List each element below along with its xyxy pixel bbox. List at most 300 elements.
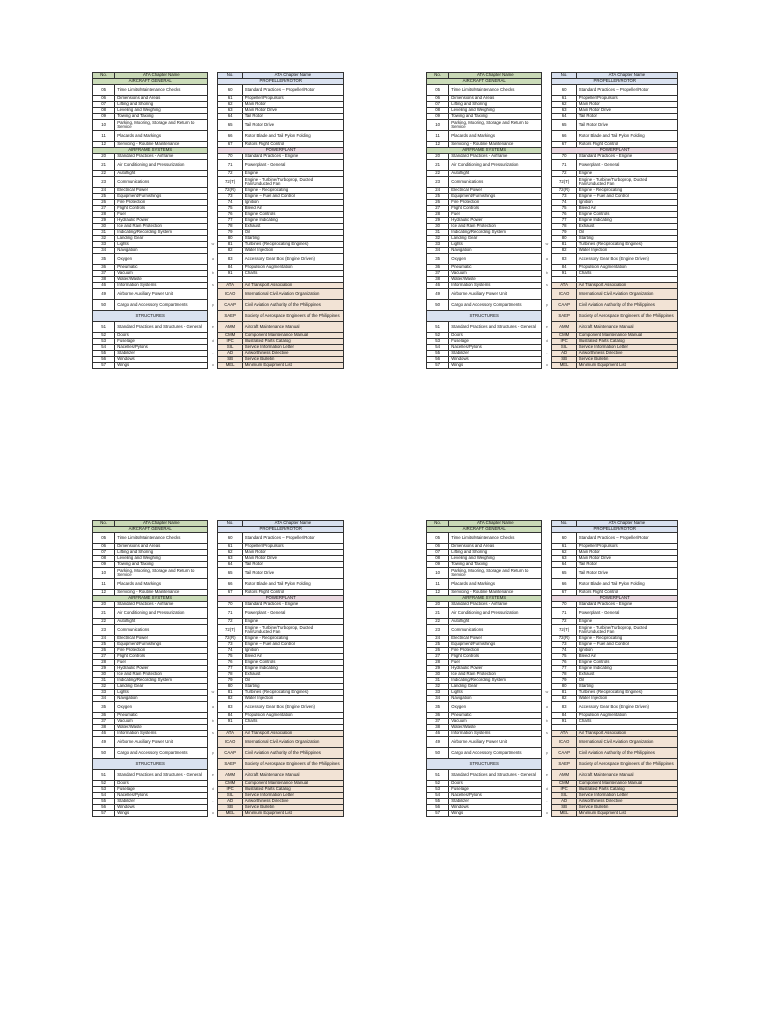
chapter-number: AMM (218, 770, 242, 781)
chapter-number: 31 (427, 230, 449, 236)
chapter-number: 26 (427, 648, 449, 654)
chapter-number: 82 (552, 696, 576, 702)
chapter-name: Water Injection (242, 248, 343, 254)
ata-card-3 (92, 520, 344, 817)
chapter-number: SIL (552, 793, 576, 799)
chapter-name: Information Systems (115, 731, 208, 737)
chapter-name: Engine – Fuel and Control (242, 642, 343, 648)
chapter-name: Lifting and Shoring (449, 102, 542, 108)
chapter-number: MEL (218, 811, 242, 817)
chapter-name: Nacelles/Pylons (449, 793, 542, 799)
table-row (93, 811, 344, 817)
chapter-number: 57 (427, 363, 449, 369)
chapter-name: Communications (449, 625, 542, 636)
chapter-number: 81 (218, 690, 242, 696)
chapter-number: 57 (93, 363, 115, 369)
chapter-name: Oil (242, 678, 343, 684)
middle-letter: e (211, 772, 214, 777)
chapter-name: Main Rotor (576, 550, 677, 556)
chapter-name: Engine Controls (576, 212, 677, 218)
chapter-name: Service Bulletin (242, 805, 343, 811)
middle-letter: e (545, 324, 548, 329)
chapter-number: 27 (93, 654, 115, 660)
chapter-number: 23 (93, 177, 115, 188)
middle-letter: d (545, 339, 548, 344)
chapter-name: Service Information Letter (576, 793, 677, 799)
middle-letter: p (211, 750, 214, 755)
chapter-name: Illustrated Parts Catalog (242, 787, 343, 793)
chapter-number: 63 (218, 108, 242, 114)
chapter-number: 21 (93, 160, 115, 171)
chapter-name: Oil (576, 230, 677, 236)
chapter-name: Air Conditioning and Pressurization (449, 608, 542, 619)
chapter-name: Stabilizer (449, 799, 542, 805)
middle-letter: e (211, 324, 214, 329)
chapter-number: 20 (427, 154, 449, 160)
chapter-number: 80 (218, 236, 242, 242)
chapter-number: 72(T) (218, 625, 242, 636)
chapter-name: Main Rotor (242, 102, 343, 108)
section-aircraft-general: AIRCRAFT GENERAL (93, 527, 208, 533)
chapter-name: Communications (449, 177, 542, 188)
chapter-name: Engine – Fuel and Control (576, 194, 677, 200)
middle-letter: d (545, 787, 548, 792)
chapter-name: Ice and Rain Protection (115, 672, 208, 678)
chapter-name: Information Systems (449, 283, 542, 289)
chapter-number: 33 (93, 242, 115, 248)
chapter-name: Ignition (576, 648, 677, 654)
chapter-number: 72 (218, 619, 242, 625)
chapter-name: Engine Indicating (242, 666, 343, 672)
col-name-header: ATA Chapter Name (449, 73, 542, 79)
chapter-name: Pneumatic (115, 265, 208, 271)
table-row (427, 160, 678, 171)
chapter-number: 91 (218, 271, 242, 277)
chapter-number: 66 (218, 131, 242, 142)
chapter-name: Nacelles/Pylons (115, 793, 208, 799)
chapter-name: Starting (576, 684, 677, 690)
chapter-name: Lights (115, 690, 208, 696)
chapter-number: 22 (427, 171, 449, 177)
chapter-name: Accessory Gear Box (Engine Driven) (242, 254, 343, 265)
chapter-number: 26 (93, 200, 115, 206)
chapter-number: 06 (93, 544, 115, 550)
chapter-number: 91 (552, 719, 576, 725)
chapter-number: 72(R) (552, 636, 576, 642)
chapter-name: Powerplant - General (242, 608, 343, 619)
chapter-number: 66 (218, 579, 242, 590)
chapter-name: Airworthiness Directive (576, 351, 677, 357)
chapter-name: Standard Practices - Engine (242, 602, 343, 608)
chapter-number: 06 (93, 96, 115, 102)
table-row (427, 568, 678, 579)
chapter-name: Windows (449, 805, 542, 811)
chapter-number: ICAO (218, 289, 242, 300)
middle-letter: b (211, 271, 214, 276)
chapter-name: Propeller/Propulsors (242, 544, 343, 550)
chapter-name: Equipment/Furnishings (449, 194, 542, 200)
chapter-number: 49 (427, 737, 449, 748)
chapter-number: 63 (552, 556, 576, 562)
chapter-name: Engine (576, 171, 677, 177)
chapter-number: 38 (93, 725, 115, 731)
chapter-name: Tail Rotor (576, 114, 677, 120)
chapter-name: Engine – Fuel and Control (576, 642, 677, 648)
chapter-name: Leveling and Weighing (449, 556, 542, 562)
chapter-number: 53 (427, 787, 449, 793)
chapter-number: 12 (93, 590, 115, 596)
section-airframe-systems: AIRFRAME SYSTEMS (427, 148, 542, 154)
chapter-number: CAAP (552, 300, 576, 311)
chapter-number: 11 (93, 579, 115, 590)
chapter-name: Windows (449, 357, 542, 363)
chapter-name: Parking, Mooring, Storage and Return to Service (115, 568, 208, 579)
chapter-name: Oxygen (115, 702, 208, 713)
chapter-name: Engine (242, 171, 343, 177)
chapter-name: Engine - Reciprocating (576, 188, 677, 194)
table-row (93, 85, 344, 96)
ata-chapter-table (426, 72, 678, 369)
chapter-name: Ignition (576, 200, 677, 206)
table-row (427, 737, 678, 748)
chapter-name: Information Systems (449, 731, 542, 737)
chapter-number: 37 (93, 719, 115, 725)
chapter-name: Tail Rotor (242, 562, 343, 568)
chapter-name: Standard Practices and Structures - General (115, 322, 208, 333)
chapter-number: 38 (427, 277, 449, 283)
chapter-number: 08 (93, 556, 115, 562)
chapter-name: Navigation (449, 696, 542, 702)
table-row (427, 759, 678, 770)
chapter-number: 83 (218, 702, 242, 713)
chapter-name: Propeller/Propulsors (576, 544, 677, 550)
table-row (93, 322, 344, 333)
chapter-name: Tail Rotor (242, 114, 343, 120)
chapter-name: Aircraft Maintenance Manual (242, 322, 343, 333)
chapter-number: 24 (427, 188, 449, 194)
middle-letter: w (545, 690, 549, 695)
table-row (93, 363, 344, 369)
chapter-name: Standard Practices - Airframe (449, 602, 542, 608)
middle-letter (542, 85, 552, 96)
section-propeller-rotor: PROPELLER/ROTOR (552, 527, 678, 533)
chapter-name: Accessory Gear Box (Engine Driven) (242, 702, 343, 713)
chapter-number: 35 (427, 254, 449, 265)
middle-letter: s (211, 283, 214, 288)
chapter-number: 71 (552, 608, 576, 619)
chapter-number: 05 (93, 85, 115, 96)
chapter-number: 51 (427, 770, 449, 781)
chapter-number: 09 (93, 114, 115, 120)
chapter-name: Service Bulletin (576, 805, 677, 811)
chapter-name: Equipment/Furnishings (449, 642, 542, 648)
chapter-number: 46 (93, 731, 115, 737)
chapter-name: Stabilizer (115, 351, 208, 357)
chapter-name: Parking, Mooring, Storage and Return to Service (115, 120, 208, 131)
chapter-name: Time Limits/Maintenance Checks (115, 533, 208, 544)
chapter-name: Fuel (449, 660, 542, 666)
chapter-name: Powerplant - General (576, 608, 677, 619)
chapter-name: Bleed Air (576, 654, 677, 660)
chapter-name: Service Information Letter (576, 345, 677, 351)
chapter-name: Bleed Air (242, 206, 343, 212)
chapter-name: Society of Aerospace Engineers of the Philippines (576, 759, 677, 770)
chapter-number: 46 (427, 283, 449, 289)
chapter-name: Electrical Power (115, 188, 208, 194)
table-row (427, 533, 678, 544)
table-row (93, 625, 344, 636)
chapter-name: Exhaust (576, 672, 677, 678)
middle-letter: a (545, 704, 548, 709)
chapter-name: Standard Practices - Airframe (115, 602, 208, 608)
chapter-number: 07 (93, 102, 115, 108)
chapter-number: 24 (427, 636, 449, 642)
chapter-number: 61 (552, 544, 576, 550)
chapter-number: 65 (218, 568, 242, 579)
chapter-number: 23 (427, 625, 449, 636)
chapter-name: Tail Rotor Drive (242, 568, 343, 579)
table-row (93, 120, 344, 131)
chapter-number: AMM (552, 322, 576, 333)
chapter-number: 81 (552, 242, 576, 248)
middle-letter: o (545, 811, 548, 816)
middle-letter: o (545, 363, 548, 368)
chapter-name: Standard Practices - Airframe (115, 154, 208, 160)
chapter-number: 77 (552, 666, 576, 672)
middle-letter (208, 625, 218, 636)
chapter-name: Airworthiness Directive (242, 799, 343, 805)
chapter-number: 70 (552, 154, 576, 160)
section-airframe-systems: AIRFRAME SYSTEMS (427, 596, 542, 602)
chapter-number: 08 (93, 108, 115, 114)
chapter-name: Engine Indicating (576, 666, 677, 672)
chapter-number: 12 (93, 142, 115, 148)
chapter-number: 05 (427, 85, 449, 96)
chapter-name: Starting (242, 236, 343, 242)
middle-letter: d (211, 339, 214, 344)
chapter-number: AD (552, 799, 576, 805)
chapter-number: 60 (218, 85, 242, 96)
chapter-name: Illustrated Parts Catalog (576, 339, 677, 345)
chapter-number: ATA (218, 731, 242, 737)
chapter-name: Engine - Turbine/Turboprop, Ducted Fan/Unducted Fan (242, 177, 343, 188)
chapter-number: 11 (427, 131, 449, 142)
section-propeller-rotor: PROPELLER/ROTOR (552, 79, 678, 85)
chapter-name: Minimum Equipment List (242, 811, 343, 817)
chapter-number: 82 (218, 248, 242, 254)
chapter-number: 74 (552, 648, 576, 654)
chapter-number: 70 (218, 154, 242, 160)
section-structures: STRUCTURES (427, 311, 542, 322)
chapter-name: Navigation (115, 248, 208, 254)
chapter-number: CMM (552, 333, 576, 339)
table-row (427, 300, 678, 311)
chapter-name: Electrical Power (115, 636, 208, 642)
chapter-name: Air Conditioning and Pressurization (115, 608, 208, 619)
chapter-name: Towing and Taxiing (115, 114, 208, 120)
chapter-number: 35 (93, 702, 115, 713)
middle-letter (208, 568, 218, 579)
ata-card-1 (92, 72, 344, 369)
chapter-number: 73 (552, 194, 576, 200)
section-structures: STRUCTURES (93, 759, 208, 770)
chapter-number: SAEP (552, 759, 576, 770)
table-row (93, 702, 344, 713)
chapter-name: Doors (115, 333, 208, 339)
col-no-header: No. (552, 73, 576, 79)
col-name-header: ATA Chapter Name (576, 521, 677, 527)
chapter-number: 66 (552, 579, 576, 590)
col-no-header: No. (93, 521, 115, 527)
chapter-number: 75 (552, 654, 576, 660)
chapter-name: Exhaust (576, 224, 677, 230)
chapter-name: Charts (242, 271, 343, 277)
chapter-number: 25 (427, 642, 449, 648)
chapter-number: 30 (427, 224, 449, 230)
chapter-number: 72 (218, 171, 242, 177)
chapter-number: 57 (427, 811, 449, 817)
chapter-name: Standard Practices – Propeller/Rotor (242, 85, 343, 96)
chapter-name: Civil Aviation Authority of the Philippines (576, 300, 677, 311)
chapter-number: 07 (427, 550, 449, 556)
chapter-number: 84 (552, 265, 576, 271)
chapter-number: 65 (218, 120, 242, 131)
chapter-name: Dimensions and Areas (449, 96, 542, 102)
chapter-number: 65 (552, 568, 576, 579)
chapter-name: Rotor Blade and Tail Pylon Folding (576, 131, 677, 142)
chapter-number: 37 (427, 719, 449, 725)
chapter-number: 07 (93, 550, 115, 556)
section-powerplant: POWERPLANT (218, 596, 344, 602)
chapter-name: Fire Protection (115, 200, 208, 206)
middle-letter (208, 160, 218, 171)
chapter-name: Time Limits/Maintenance Checks (115, 85, 208, 96)
chapter-name: Standard Practices and Structures - General (449, 770, 542, 781)
middle-letter (542, 568, 552, 579)
chapter-name: Landing Gear (449, 236, 542, 242)
chapter-number: 46 (427, 731, 449, 737)
chapter-name: Lights (115, 242, 208, 248)
middle-letter (208, 177, 218, 188)
chapter-name: International Civil Aviation Organization (242, 737, 343, 748)
chapter-number: 67 (218, 590, 242, 596)
table-row (93, 737, 344, 748)
chapter-number: 07 (427, 102, 449, 108)
table-row (93, 311, 344, 322)
chapter-number: 09 (427, 562, 449, 568)
chapter-name: Placards and Markings (449, 579, 542, 590)
middle-letter: a (211, 256, 214, 261)
chapter-name: Engine (576, 619, 677, 625)
chapter-name: Fuel (115, 660, 208, 666)
chapter-number: 52 (93, 781, 115, 787)
section-airframe-systems: AIRFRAME SYSTEMS (93, 596, 208, 602)
chapter-number: ICAO (552, 737, 576, 748)
chapter-number: 77 (552, 218, 576, 224)
chapter-name: Equipment/Furnishings (115, 194, 208, 200)
chapter-number: AD (218, 351, 242, 357)
chapter-number: 79 (218, 678, 242, 684)
chapter-number: 11 (93, 131, 115, 142)
chapter-number: 26 (93, 648, 115, 654)
chapter-number: 75 (552, 206, 576, 212)
chapter-name: Minimum Equipment List (576, 811, 677, 817)
chapter-name: Air Transport Association (242, 731, 343, 737)
chapter-name: Main Rotor Drive (576, 556, 677, 562)
chapter-number: CMM (552, 781, 576, 787)
chapter-name: Oil (242, 230, 343, 236)
table-row (427, 748, 678, 759)
chapter-number: 05 (93, 533, 115, 544)
chapter-name: Dimensions and Areas (449, 544, 542, 550)
chapter-name: Illustrated Parts Catalog (576, 787, 677, 793)
table-row (427, 770, 678, 781)
chapter-number: 29 (93, 218, 115, 224)
chapter-number: 66 (552, 131, 576, 142)
chapter-name: Minimum Equipment List (576, 363, 677, 369)
chapter-name: Air Transport Association (576, 283, 677, 289)
chapter-name: Water/Waste (115, 277, 208, 283)
chapter-name: Leveling and Weighing (115, 556, 208, 562)
col-name-header: ATA Chapter Name (449, 521, 542, 527)
chapter-number: 91 (552, 271, 576, 277)
middle-letter (208, 737, 218, 748)
chapter-number: MEL (552, 811, 576, 817)
chapter-number: 80 (218, 684, 242, 690)
chapter-number: 72(R) (218, 188, 242, 194)
table-row (427, 131, 678, 142)
chapter-number: 10 (93, 568, 115, 579)
table-row (427, 811, 678, 817)
chapter-name: Servicing - Routine Maintenance (449, 590, 542, 596)
chapter-number: 71 (218, 608, 242, 619)
chapter-name: International Civil Aviation Organization (576, 289, 677, 300)
chapter-number: 51 (93, 770, 115, 781)
chapter-name: Navigation (115, 696, 208, 702)
chapter-name: Engine - Reciprocating (576, 636, 677, 642)
chapter-name: Nacelles/Pylons (449, 345, 542, 351)
chapter-number: 83 (552, 254, 576, 265)
chapter-number: 55 (93, 351, 115, 357)
table-row (427, 85, 678, 96)
chapter-name: Charts (576, 719, 677, 725)
chapter-name: Leveling and Weighing (449, 108, 542, 114)
chapter-number: ATA (552, 731, 576, 737)
chapter-number: 12 (427, 590, 449, 596)
chapter-name: Standard Practices – Propeller/Rotor (242, 533, 343, 544)
middle-letter (542, 608, 552, 619)
chapter-number: CAAP (552, 748, 576, 759)
chapter-name: Water/Waste (115, 725, 208, 731)
chapter-name: Engine Indicating (242, 218, 343, 224)
chapter-number: ATA (552, 283, 576, 289)
chapter-name: Dimensions and Areas (115, 544, 208, 550)
chapter-number: 64 (552, 562, 576, 568)
chapter-number: 54 (93, 345, 115, 351)
chapter-name: Standard Practices and Structures - General (449, 322, 542, 333)
col-no-header: No. (552, 521, 576, 527)
chapter-name: Main Rotor (576, 102, 677, 108)
chapter-name: Propulsion Augmentation (242, 713, 343, 719)
chapter-number: 38 (427, 725, 449, 731)
table-row (93, 533, 344, 544)
chapter-name: Indicating/Recording System (449, 230, 542, 236)
chapter-name: Electrical Power (449, 188, 542, 194)
chapter-number: 29 (427, 218, 449, 224)
middle-letter: s (545, 731, 548, 736)
chapter-number: 77 (218, 218, 242, 224)
middle-letter (542, 579, 552, 590)
